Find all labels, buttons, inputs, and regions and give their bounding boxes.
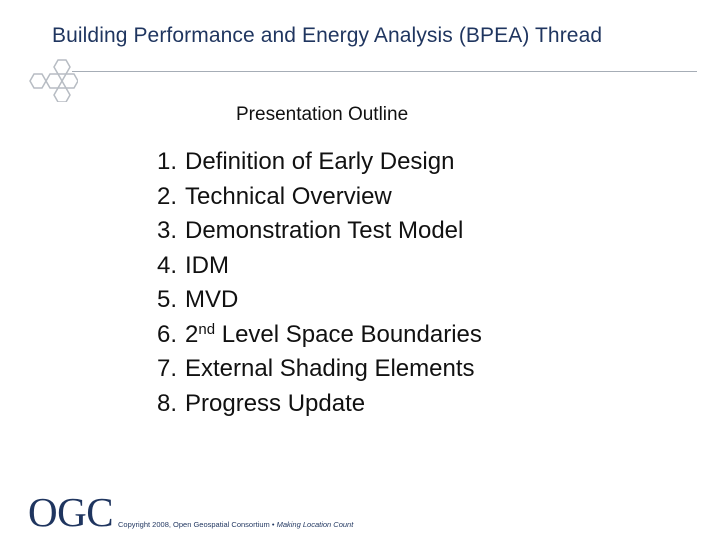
footer-tagline: Making Location Count	[276, 520, 354, 529]
outline-item-label: Definition of Early Design	[185, 148, 455, 175]
outline-item-idm	[157, 249, 482, 284]
outline-item-label: External Shading Elements	[185, 355, 475, 382]
outline-item-mvd	[157, 283, 482, 318]
outline-item-early-design	[157, 145, 482, 180]
outline-item-label: MVD	[185, 286, 239, 313]
outline-item-superscript: nd	[198, 320, 216, 338]
outline-item-label-suffix: Level Space Boundaries	[215, 320, 482, 348]
outline-item-number: 5.	[157, 286, 178, 313]
footer-separator: •	[271, 520, 275, 529]
outline-item-number: 8.	[157, 389, 178, 417]
outline-item-label: Demonstration Test Model	[185, 217, 464, 244]
outline-item-space-boundaries	[157, 318, 482, 353]
outline-item-technical-overview	[157, 180, 482, 215]
outline-heading: Presentation Outline	[236, 104, 409, 125]
outline-item-test-model	[157, 214, 482, 249]
outline-list	[157, 145, 482, 421]
outline-item-label: Progress Update	[185, 389, 366, 417]
footer-copyright	[118, 520, 353, 529]
outline-item-number: 2.	[157, 182, 178, 210]
outline-item-label: IDM	[185, 251, 229, 279]
ogc-logo: OGC	[28, 489, 114, 535]
outline-item-number: 4.	[157, 251, 178, 279]
header-divider	[72, 71, 697, 72]
outline-item-label-prefix: 2	[185, 320, 199, 348]
copyright-text: Copyright 2008, Open Geospatial Consortium	[118, 520, 270, 529]
outline-item-number: 1.	[157, 148, 178, 175]
outline-item-number: 3.	[157, 217, 178, 244]
outline-item-shading-elements	[157, 352, 482, 387]
outline-item-label: Technical Overview	[185, 182, 392, 210]
slide-title: Building Performance and Energy Analysis (BPEA) Thread	[52, 24, 603, 47]
outline-item-number: 6.	[157, 320, 178, 348]
outline-item-number: 7.	[157, 355, 178, 382]
outline-item-progress-update	[157, 387, 482, 422]
hexagon-cluster-icon	[28, 58, 78, 102]
